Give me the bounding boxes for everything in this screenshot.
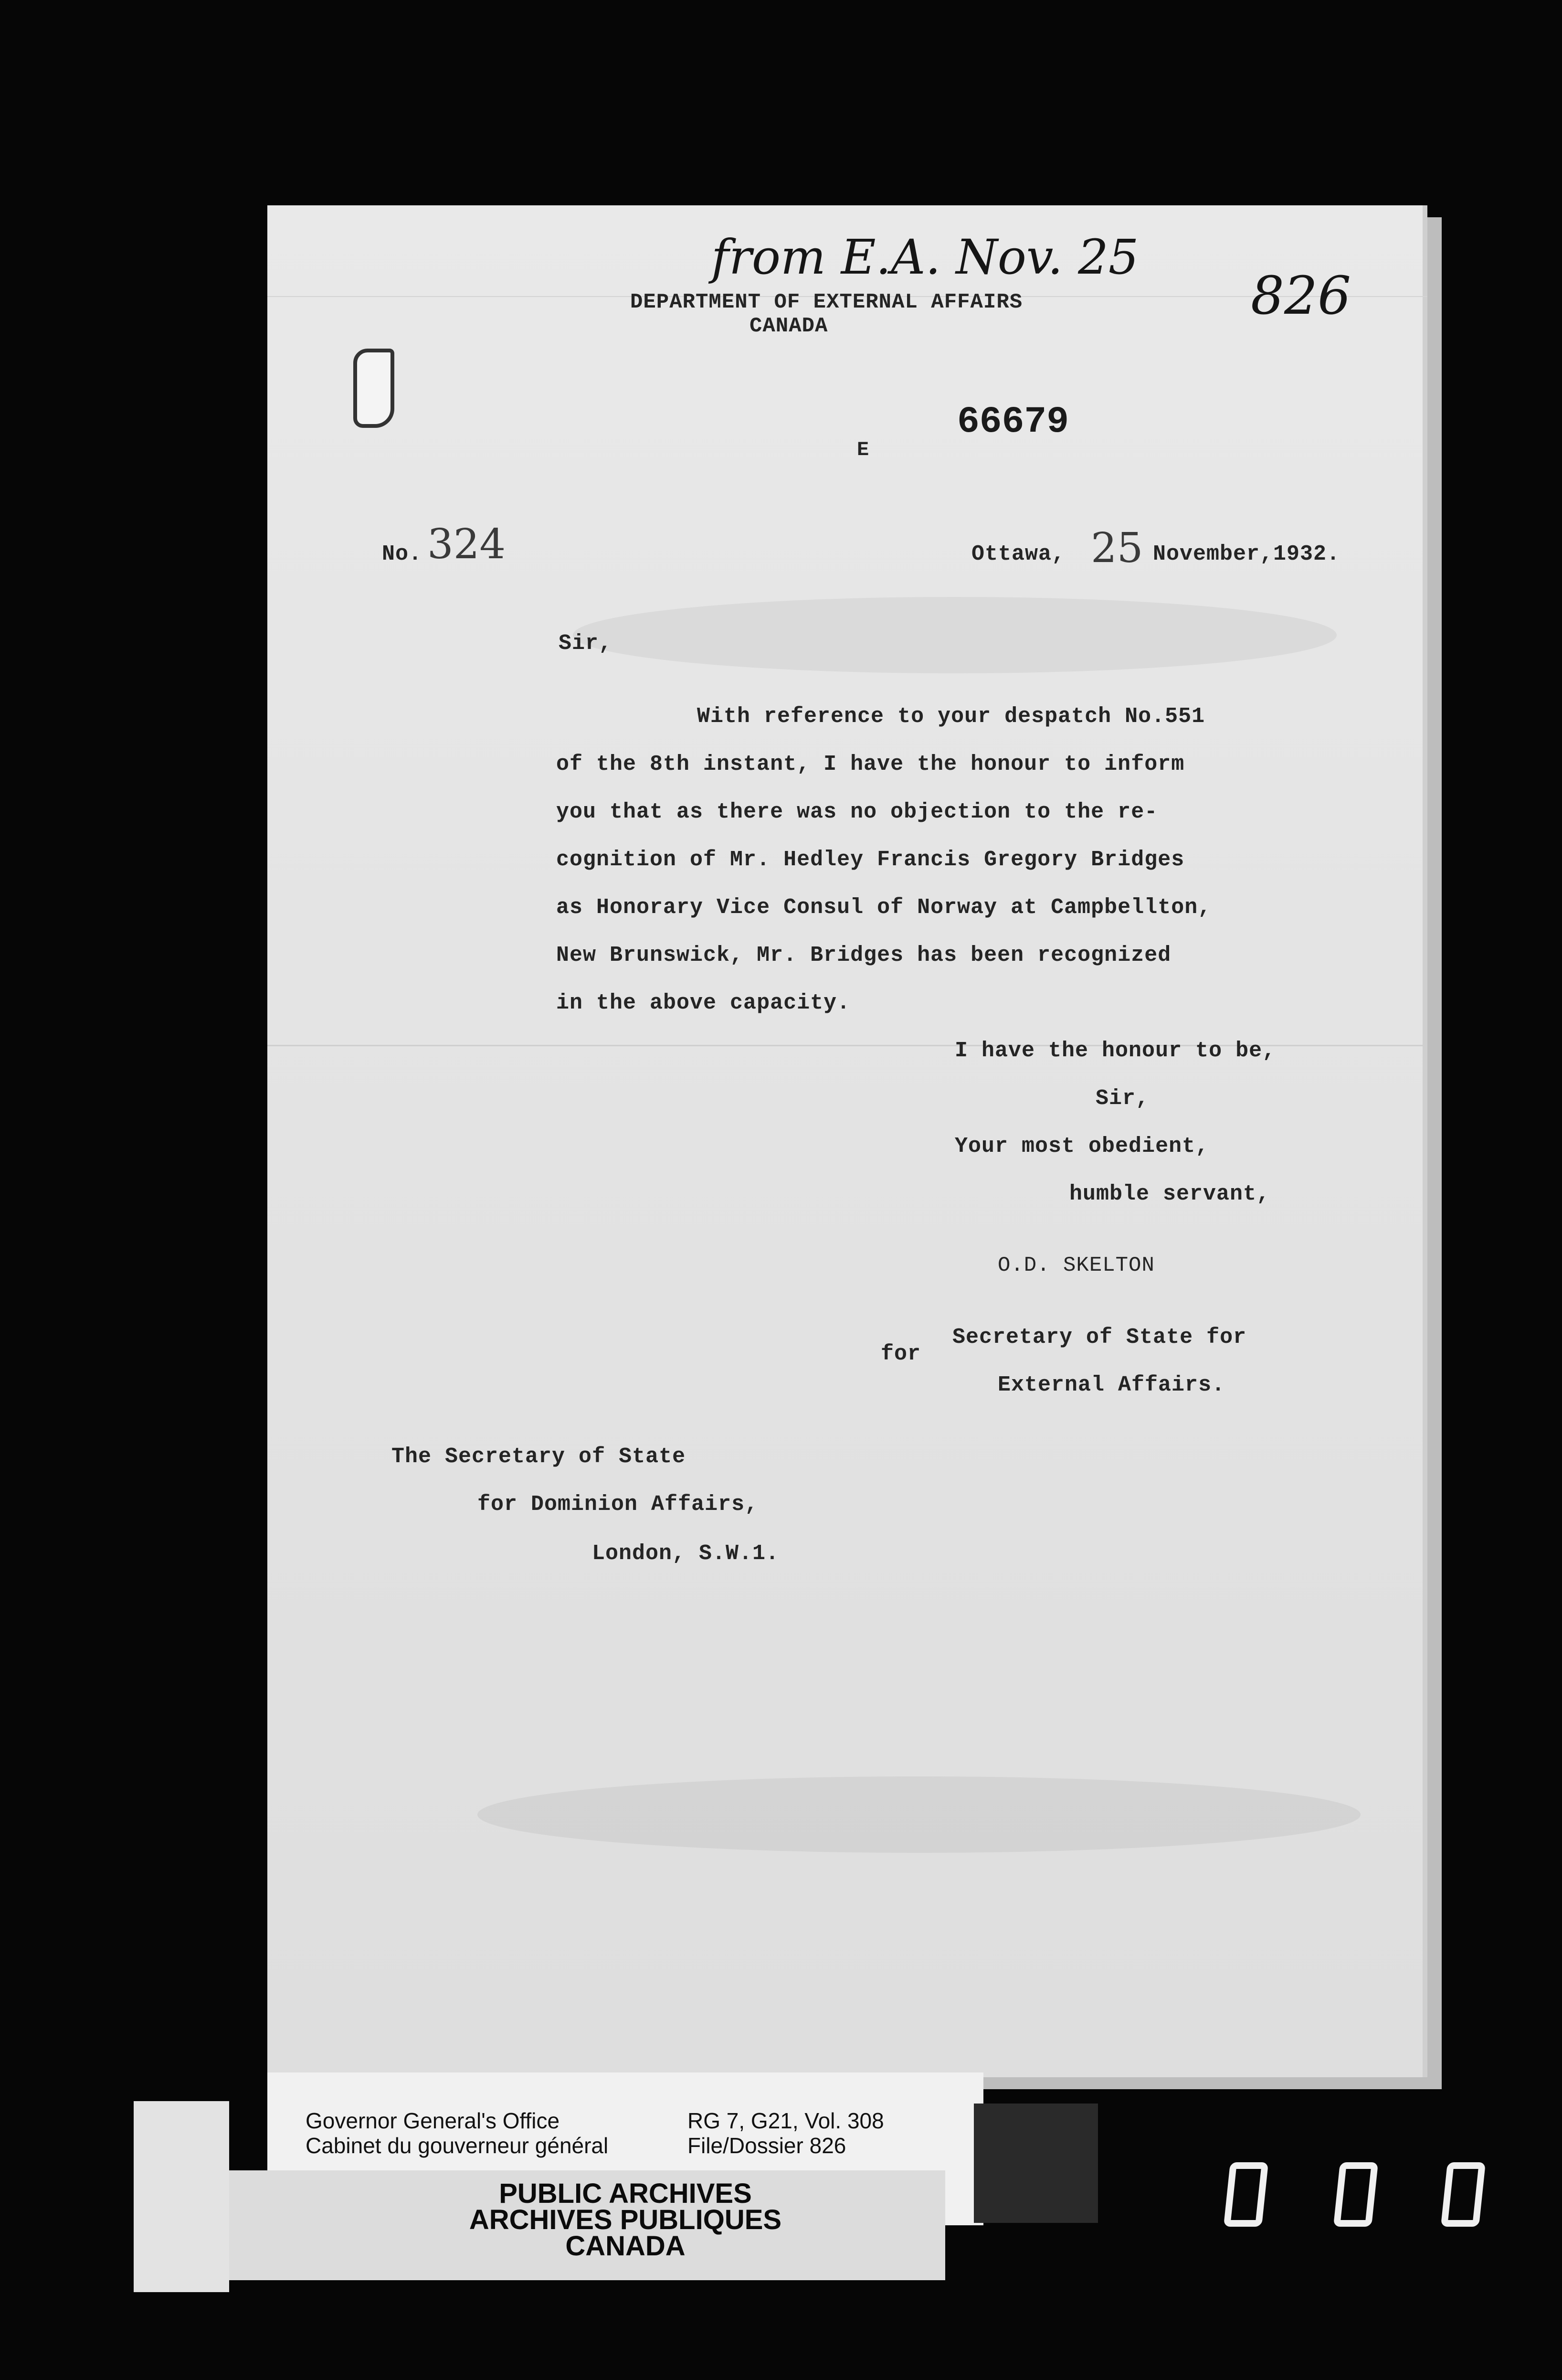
frame-counter-digit bbox=[1333, 2162, 1378, 2227]
salutation: Sir, bbox=[559, 631, 612, 656]
signer-title: Secretary of State for bbox=[952, 1325, 1247, 1349]
country-heading: CANADA bbox=[749, 314, 828, 338]
body-line: With reference to your despatch No.551 bbox=[697, 704, 1205, 729]
addressee-line: The Secretary of State bbox=[391, 1445, 686, 1469]
body-line: of the 8th instant, I have the honour to inform bbox=[556, 752, 1185, 776]
bleed-through-mark bbox=[573, 597, 1337, 673]
frame-counter-digit bbox=[1441, 2162, 1486, 2227]
for-label: for bbox=[881, 1342, 921, 1366]
number-label: No. bbox=[382, 542, 422, 566]
archives-line: CANADA bbox=[565, 2231, 686, 2262]
signer-title: External Affairs. bbox=[998, 1373, 1225, 1397]
body-line: you that as there was no objection to the re- bbox=[556, 800, 1158, 824]
folio-number: 826 bbox=[1251, 265, 1351, 326]
office-english: Governor General's Office bbox=[306, 2108, 560, 2133]
office-french: Cabinet du gouverneur général bbox=[306, 2133, 609, 2158]
handwritten-note: from E.A. Nov. 25 bbox=[711, 229, 1139, 285]
body-line: in the above capacity. bbox=[556, 991, 851, 1015]
body-line: cognition of Mr. Hedley Francis Gregory Bridges bbox=[556, 848, 1185, 872]
frame-counter-digit bbox=[1224, 2162, 1268, 2227]
city: Ottawa, bbox=[971, 542, 1066, 566]
file-reference: File/Dossier 826 bbox=[687, 2133, 846, 2158]
body-line: New Brunswick, Mr. Bridges has been recognized bbox=[556, 943, 1172, 967]
despatch-number: 324 bbox=[427, 521, 506, 568]
addressee-line: London, S.W.1. bbox=[592, 1541, 780, 1566]
bleed-through-mark bbox=[477, 1776, 1361, 1853]
closing-line: humble servant, bbox=[1069, 1182, 1270, 1206]
date-month-year: November,1932. bbox=[1153, 542, 1340, 566]
archives-line: PUBLIC ARCHIVES bbox=[499, 2178, 752, 2209]
torn-corner-mark bbox=[353, 349, 394, 428]
label-shadow bbox=[974, 2104, 1098, 2223]
body-line: as Honorary Vice Consul of Norway at Campbellton, bbox=[556, 895, 1212, 920]
department-heading: DEPARTMENT OF EXTERNAL AFFAIRS bbox=[630, 290, 1023, 314]
letter-e-mark: E bbox=[857, 438, 870, 461]
file-stamp-number: 66679 bbox=[957, 401, 1069, 443]
closing-line: Sir, bbox=[1096, 1086, 1150, 1111]
addressee-line: for Dominion Affairs, bbox=[477, 1492, 759, 1517]
date-day: 25 bbox=[1091, 524, 1143, 572]
closing-line: I have the honour to be, bbox=[955, 1039, 1276, 1063]
record-group-reference: RG 7, G21, Vol. 308 bbox=[687, 2108, 884, 2133]
archives-line: ARCHIVES PUBLIQUES bbox=[469, 2204, 782, 2235]
signature-name: O.D. SKELTON bbox=[998, 1254, 1155, 1277]
archive-tab bbox=[134, 2101, 229, 2292]
closing-line: Your most obedient, bbox=[955, 1134, 1209, 1158]
